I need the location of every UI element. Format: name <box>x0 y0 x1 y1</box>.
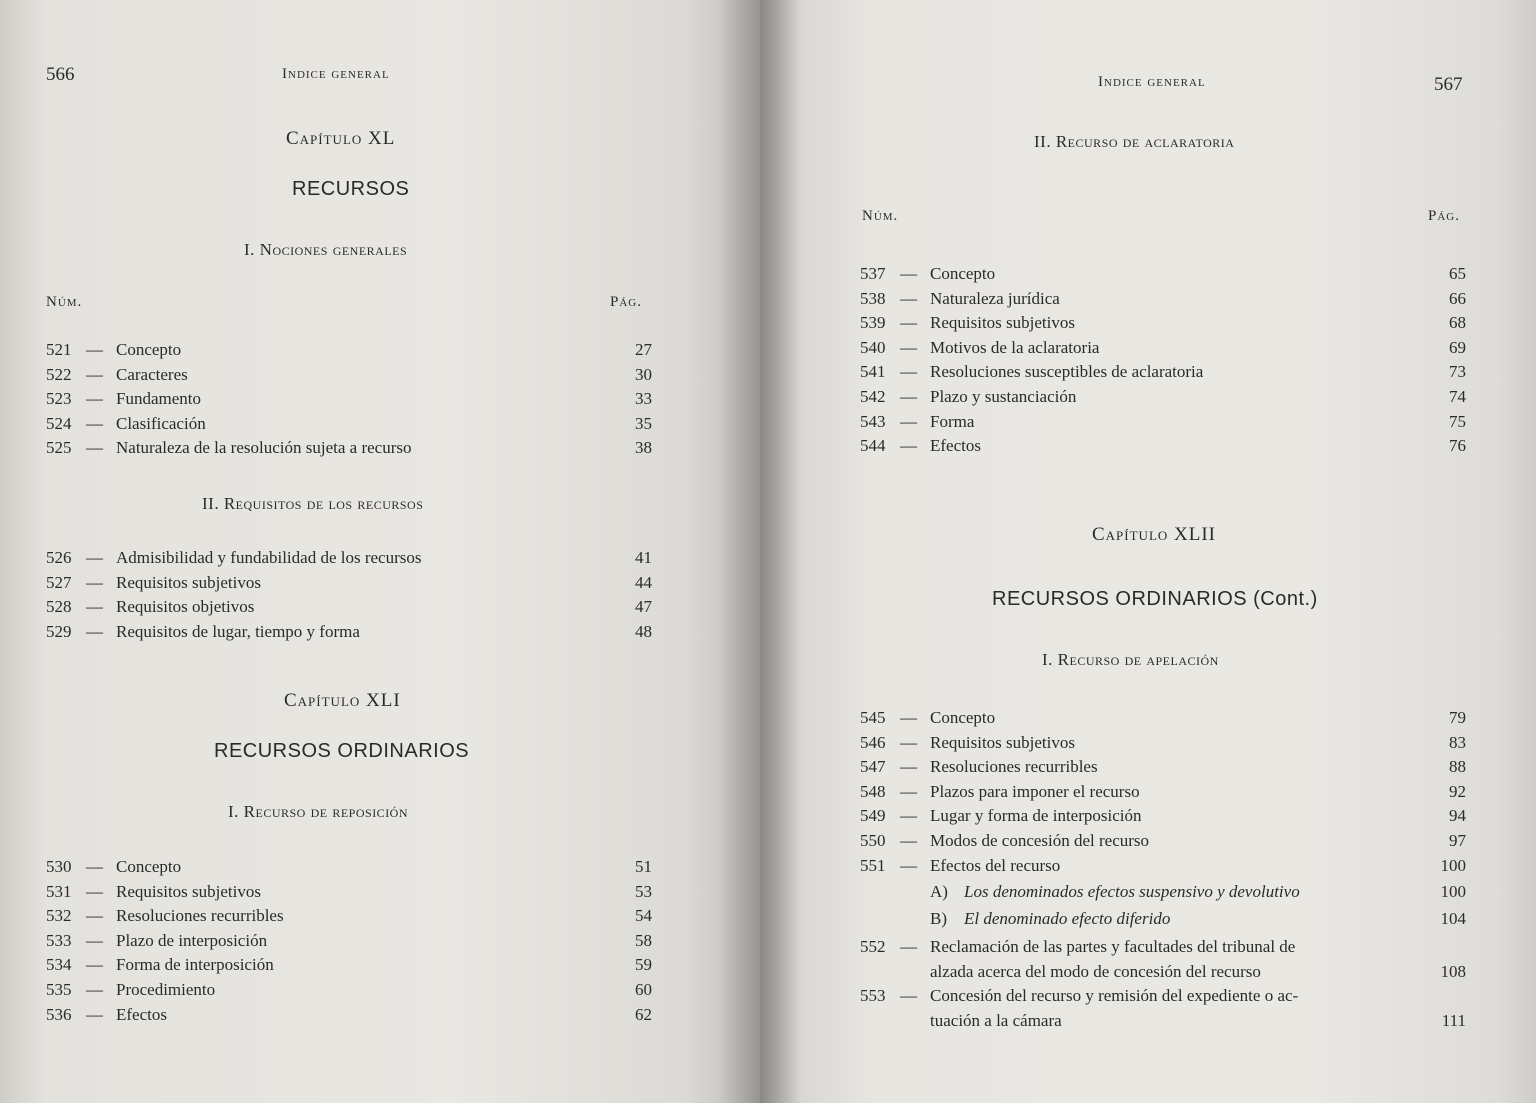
toc-row-number: 550 <box>860 831 886 850</box>
toc-row-number: 532 <box>46 906 72 926</box>
toc-row-label: Forma <box>930 411 975 431</box>
dash: — <box>86 597 103 617</box>
toc-row-page: 65 <box>1449 264 1466 283</box>
toc-subitem-b <box>860 907 1466 931</box>
dash: — <box>900 806 917 826</box>
toc-row <box>860 262 1466 286</box>
toc-row-label: Naturaleza de la resolución sujeta a recurso <box>116 438 412 458</box>
toc-row-label: Naturaleza jurídica <box>930 288 1060 308</box>
dash: — <box>900 362 917 382</box>
toc-row <box>46 978 652 1002</box>
toc-row-number: 540 <box>860 337 886 357</box>
leader-dots <box>1148 780 1441 804</box>
item-552-page: 108 <box>1440 962 1466 981</box>
leader-dots <box>1003 706 1441 730</box>
toc-row-page: 100 <box>1440 855 1466 875</box>
leader-dots <box>1068 287 1441 311</box>
item-553-line1: Concesión del recurso y remisión del expediente o ac- <box>930 986 1299 1005</box>
dash: — <box>86 572 103 592</box>
dash: — <box>86 906 103 926</box>
toc-row-number: 542 <box>860 387 886 406</box>
toc-row-label: Resoluciones recurribles <box>116 906 284 926</box>
toc-row-page: 83 <box>1449 732 1466 752</box>
toc-row-page: 33 <box>635 389 652 409</box>
dash: — <box>86 548 103 567</box>
leader-dots <box>419 436 627 460</box>
toc-row-page: 66 <box>1449 288 1466 308</box>
leader-dots <box>1083 731 1441 755</box>
toc-row-number: 541 <box>860 362 886 382</box>
dash: — <box>900 986 917 1005</box>
section-nociones-generales: I. Nociones generales <box>244 240 408 259</box>
leader-dots <box>1068 854 1432 878</box>
toc-row-page: 68 <box>1449 313 1466 333</box>
toc-row-page: 60 <box>635 980 652 999</box>
toc-row-number: 546 <box>860 732 886 752</box>
toc-row-label: Concepto <box>116 857 182 876</box>
toc-row <box>46 904 652 928</box>
toc-row-page: 41 <box>635 548 652 567</box>
book-gutter-shadow <box>718 0 802 1103</box>
toc-row-number: 526 <box>46 548 72 567</box>
toc-nociones-list <box>46 338 652 461</box>
toc-item-553 <box>860 984 1466 1036</box>
dash: — <box>900 313 917 333</box>
leader-dots <box>209 387 627 411</box>
leader-dots <box>989 434 1441 458</box>
item-552-line2: alzada acerca del modo de concesión del recurso <box>930 962 1261 981</box>
toc-row-label: Procedimiento <box>116 980 216 999</box>
dash: — <box>86 364 103 384</box>
chapter-xl-title: RECURSOS <box>292 178 410 200</box>
toc-row-number: 533 <box>46 930 72 950</box>
subitem-b-page: 104 <box>1440 909 1466 928</box>
toc-reposicion-list <box>46 855 652 1027</box>
toc-row-page: 94 <box>1449 806 1466 826</box>
dash: — <box>86 438 103 458</box>
toc-row <box>860 780 1466 804</box>
leader-dots <box>1216 907 1422 931</box>
dash: — <box>86 413 103 433</box>
subitem-a-prefix: A) <box>930 882 948 901</box>
leader-dots <box>262 595 627 619</box>
toc-row-page: 69 <box>1449 337 1466 357</box>
toc-requisitos-list <box>46 546 652 644</box>
toc-row <box>860 410 1466 434</box>
chapter-xlii-title: RECURSOS ORDINARIOS (Cont.) <box>992 588 1318 610</box>
toc-row <box>860 854 1466 878</box>
dash: — <box>86 955 103 975</box>
toc-row-number: 529 <box>46 621 72 641</box>
right-page <box>760 0 1536 1103</box>
toc-row-number: 534 <box>46 955 72 975</box>
toc-row <box>46 412 652 436</box>
toc-row-label: Plazos para imponer el recurso <box>930 781 1140 801</box>
toc-row-label: Concepto <box>930 708 996 727</box>
toc-row-label: Efectos <box>116 1004 167 1024</box>
toc-item-552 <box>860 935 1466 987</box>
toc-row-label: Resoluciones susceptibles de aclaratoria <box>930 362 1204 382</box>
toc-row-page: 53 <box>635 881 652 901</box>
toc-apelacion-list <box>860 706 1466 878</box>
chapter-xli-heading: Capítulo XLI <box>284 690 401 711</box>
dash: — <box>900 937 917 956</box>
toc-row-number: 527 <box>46 572 72 592</box>
toc-row-page: 76 <box>1449 436 1466 456</box>
toc-row-page: 74 <box>1449 387 1466 406</box>
leader-dots <box>1108 1009 1422 1033</box>
item-553-page: 111 <box>1441 1011 1466 1030</box>
leader-dots <box>1106 755 1441 779</box>
running-head-left: Indice general <box>282 66 390 82</box>
toc-row <box>860 434 1466 458</box>
toc-row <box>46 880 652 904</box>
dash: — <box>900 781 917 801</box>
toc-row-number: 536 <box>46 1004 72 1024</box>
toc-row-page: 62 <box>635 1004 652 1024</box>
left-page <box>0 0 760 1103</box>
toc-row <box>46 436 652 460</box>
toc-row <box>46 953 652 977</box>
item-553-line2: tuación a la cámara <box>930 1011 1062 1030</box>
toc-aclaratoria-list <box>860 262 1466 459</box>
toc-subitems <box>860 880 1466 936</box>
chapter-xl-heading: Capítulo XL <box>286 128 396 149</box>
leader-dots <box>269 571 627 595</box>
toc-row <box>860 385 1466 409</box>
subitem-b-label: El denominado efecto diferido <box>964 909 1171 928</box>
page-number-right: 567 <box>1434 74 1463 95</box>
dash: — <box>900 288 917 308</box>
toc-row-page: 88 <box>1449 757 1466 777</box>
toc-row-number: 524 <box>46 413 72 433</box>
leader-dots <box>275 929 627 953</box>
toc-row-number: 521 <box>46 340 72 359</box>
dash: — <box>86 389 103 409</box>
toc-row-number: 547 <box>860 757 886 777</box>
dash: — <box>86 857 103 876</box>
toc-subitem-a <box>860 880 1466 904</box>
toc-row-page: 38 <box>635 438 652 458</box>
leader-dots <box>223 978 627 1002</box>
toc-row <box>46 546 652 570</box>
toc-row <box>46 595 652 619</box>
toc-row <box>46 1003 652 1027</box>
toc-row <box>860 804 1466 828</box>
section-requisitos: II. Requisitos de los recursos <box>202 494 424 513</box>
toc-row-label: Clasificación <box>116 413 206 433</box>
running-head-right: Indice general <box>1098 74 1206 90</box>
toc-row-number: 531 <box>46 881 72 901</box>
toc-row-page: 92 <box>1449 781 1466 801</box>
toc-row-label: Motivos de la aclaratoria <box>930 337 1100 357</box>
toc-row-label: Requisitos objetivos <box>116 597 255 617</box>
toc-row <box>46 571 652 595</box>
toc-row <box>860 287 1466 311</box>
column-header-num: Núm. <box>46 294 83 310</box>
toc-row-label: Caracteres <box>116 364 188 384</box>
toc-row <box>46 620 652 644</box>
subitem-a-label: Los denominados efectos suspensivo y devolutivo <box>964 882 1300 901</box>
toc-row-number: 538 <box>860 288 886 308</box>
leader-dots <box>1150 804 1441 828</box>
toc-row-page: 48 <box>635 621 652 641</box>
toc-row-page: 97 <box>1449 831 1466 850</box>
leader-dots <box>429 546 627 570</box>
toc-row-page: 47 <box>635 597 652 617</box>
leader-dots <box>292 904 627 928</box>
dash: — <box>86 621 103 641</box>
column-header-num-right: Núm. <box>862 208 899 224</box>
dash: — <box>900 411 917 431</box>
toc-row <box>860 360 1466 384</box>
toc-row <box>46 338 652 362</box>
dash: — <box>900 436 917 456</box>
leader-dots <box>368 620 627 644</box>
toc-row <box>46 363 652 387</box>
toc-row-number: 535 <box>46 980 72 999</box>
chapter-xli-title: RECURSOS ORDINARIOS <box>214 740 470 762</box>
toc-row-label: Requisitos subjetivos <box>116 572 261 592</box>
toc-row-label: Modos de concesión del recurso <box>930 831 1150 850</box>
leader-dots <box>1211 360 1441 384</box>
toc-row <box>860 731 1466 755</box>
column-header-pag: Pág. <box>610 294 642 310</box>
dash: — <box>900 757 917 777</box>
toc-row-number: 539 <box>860 313 886 333</box>
leader-dots <box>982 410 1441 434</box>
leader-dots <box>1396 880 1422 904</box>
leader-dots <box>189 338 627 362</box>
toc-row-number: 522 <box>46 364 72 384</box>
subitem-b-prefix: B) <box>930 909 947 928</box>
item-553-num: 553 <box>860 986 886 1005</box>
dash: — <box>900 831 917 850</box>
dash: — <box>86 980 103 999</box>
dash: — <box>900 264 917 283</box>
toc-row-label: Concepto <box>116 340 182 359</box>
leader-dots <box>189 855 627 879</box>
toc-row-number: 551 <box>860 855 886 875</box>
toc-row-page: 51 <box>635 857 652 876</box>
leader-dots <box>196 363 627 387</box>
toc-row-label: Requisitos subjetivos <box>116 881 261 901</box>
toc-row-page: 58 <box>635 930 652 950</box>
toc-row-number: 545 <box>860 708 886 727</box>
toc-row <box>860 311 1466 335</box>
leader-dots <box>269 880 627 904</box>
leader-dots <box>1350 960 1422 984</box>
section-aclaratoria: II. Recurso de aclaratoria <box>1034 132 1235 151</box>
toc-row-page: 73 <box>1449 362 1466 382</box>
toc-row <box>860 336 1466 360</box>
toc-row-label: Requisitos subjetivos <box>930 313 1075 333</box>
dash: — <box>86 1004 103 1024</box>
subitem-a-page: 100 <box>1440 882 1466 901</box>
toc-row-page: 35 <box>635 413 652 433</box>
toc-row-page: 30 <box>635 364 652 384</box>
toc-row-label: Requisitos subjetivos <box>930 732 1075 752</box>
leader-dots <box>282 953 627 977</box>
dash: — <box>900 708 917 727</box>
page-number-left: 566 <box>46 64 75 85</box>
toc-row-label: Plazo de interposición <box>116 930 268 950</box>
toc-row-page: 44 <box>635 572 652 592</box>
column-header-pag-right: Pág. <box>1428 208 1460 224</box>
dash: — <box>86 930 103 950</box>
toc-row-label: Efectos del recurso <box>930 855 1061 875</box>
toc-row-page: 54 <box>635 906 652 926</box>
dash: — <box>900 387 917 406</box>
toc-row-number: 543 <box>860 411 886 431</box>
item-552-line1: Reclamación de las partes y facultades del tribunal de <box>930 937 1296 956</box>
toc-row-number: 530 <box>46 857 72 876</box>
toc-row-number: 549 <box>860 806 886 826</box>
dash: — <box>86 881 103 901</box>
toc-row-label: Lugar y forma de interposición <box>930 806 1142 826</box>
toc-row <box>46 929 652 953</box>
toc-row-page: 27 <box>635 340 652 359</box>
dash: — <box>900 337 917 357</box>
toc-row-number: 537 <box>860 264 886 283</box>
toc-row-label: Concepto <box>930 264 996 283</box>
dash: — <box>86 340 103 359</box>
toc-row <box>46 855 652 879</box>
toc-row-label: Plazo y sustanciación <box>930 387 1077 406</box>
leader-dots <box>214 412 627 436</box>
toc-row-number: 523 <box>46 389 72 409</box>
toc-row-label: Admisibilidad y fundabilidad de los recursos <box>116 548 422 567</box>
toc-row-number: 525 <box>46 438 72 458</box>
toc-row <box>46 387 652 411</box>
leader-dots <box>175 1003 627 1027</box>
toc-row-label: Resoluciones recurribles <box>930 757 1098 777</box>
dash: — <box>900 732 917 752</box>
toc-row-label: Fundamento <box>116 389 201 409</box>
toc-row-page: 75 <box>1449 411 1466 431</box>
toc-row-page: 79 <box>1449 708 1466 727</box>
toc-row <box>860 755 1466 779</box>
dash: — <box>900 855 917 875</box>
toc-row-number: 544 <box>860 436 886 456</box>
chapter-xlii-heading: Capítulo XLII <box>1092 524 1217 545</box>
toc-row-label: Requisitos de lugar, tiempo y forma <box>116 621 360 641</box>
leader-dots <box>1157 829 1441 853</box>
toc-row-number: 548 <box>860 781 886 801</box>
toc-row <box>860 706 1466 730</box>
section-reposicion: I. Recurso de reposición <box>228 802 409 821</box>
leader-dots <box>1003 262 1441 286</box>
toc-row-page: 59 <box>635 955 652 975</box>
leader-dots <box>1083 311 1441 335</box>
toc-row <box>860 829 1466 853</box>
leader-dots <box>1107 336 1441 360</box>
toc-row-label: Forma de interposición <box>116 955 274 975</box>
leader-dots <box>1084 385 1441 409</box>
section-apelacion: I. Recurso de apelación <box>1042 650 1219 669</box>
toc-row-number: 528 <box>46 597 72 617</box>
toc-row-label: Efectos <box>930 436 981 456</box>
item-552-num: 552 <box>860 937 886 956</box>
